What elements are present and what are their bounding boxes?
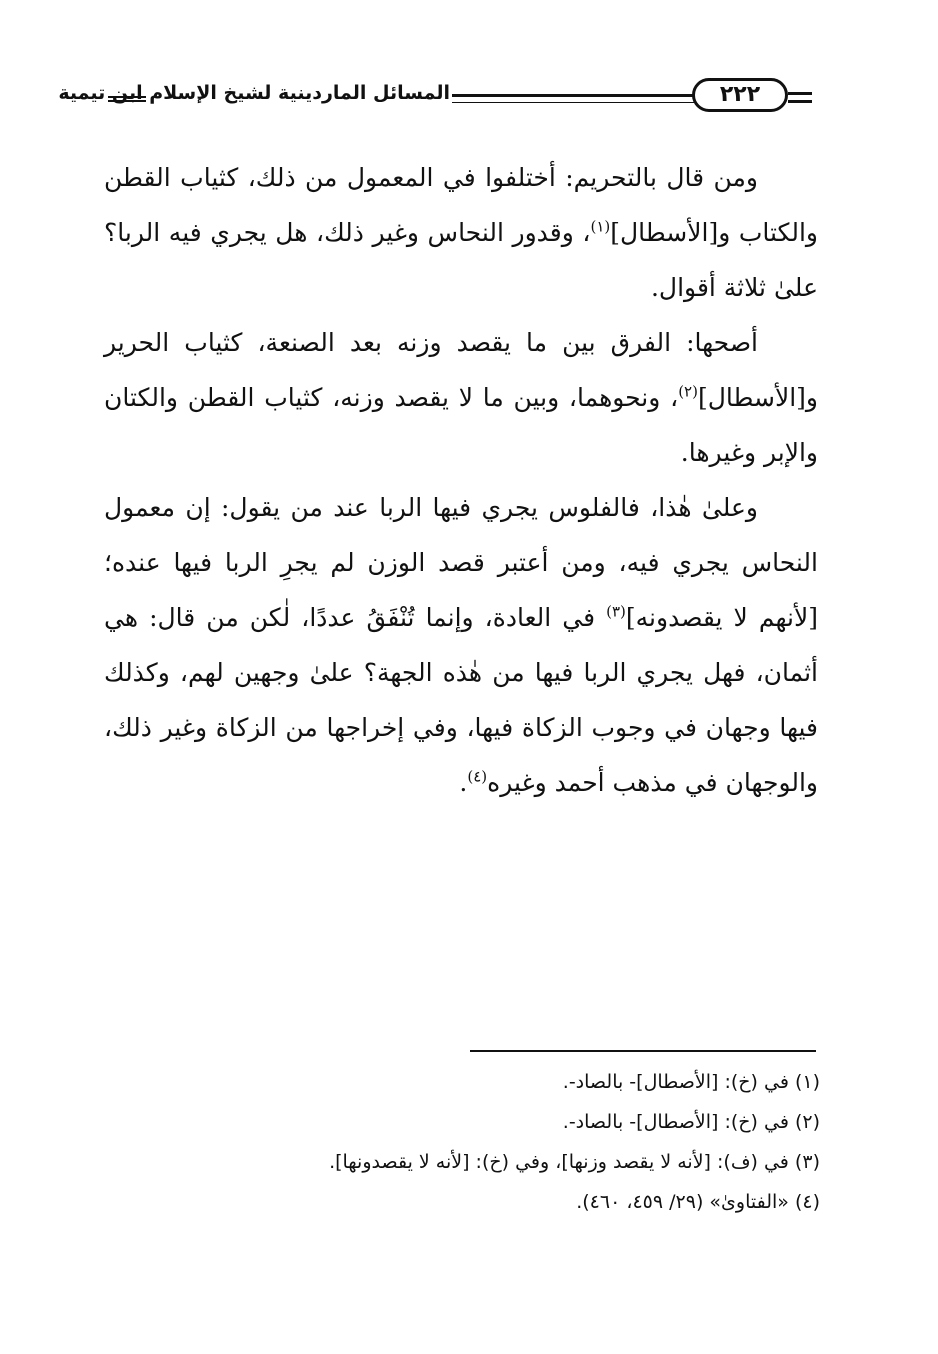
header-rule [452, 94, 694, 103]
text-segment: . [459, 768, 468, 797]
text-segment: وعلىٰ هٰذا، فالفلوس يجري فيها الربا عند من يقول: إن معمول النحاس يجري فيه، ومن أعتبر قصد الوزن لم يجرِ الربا فيها عنده؛ [لأنهم لا يقصدونه] [104, 493, 818, 632]
footnote-ref-2[interactable]: (٢) [678, 382, 698, 401]
footnote-separator [470, 1050, 816, 1052]
text-segment: في العادة، وإنما تُنْفَقُ عددًا، لٰكن من قال: هي أثمان، فهل يجري الربا فيها من هٰذه الجهة؟ علىٰ وجهين لهم، وكذلك فيها وجهان في وجوب الزكاة فيها، وفي إخراجها من الزكاة وغير ذلك، والوجهان في مذهب أحمد وغيره [104, 603, 818, 797]
page-header [58, 72, 816, 122]
paragraph-1 [104, 150, 818, 315]
header-rule-right [788, 92, 812, 103]
running-title: المسائل الماردينية لشيخ الإسلام ابن تيمية [58, 82, 450, 104]
footnote-ref-4[interactable]: (٤) [467, 767, 488, 786]
footnote-ref-3[interactable]: (٣) [606, 602, 626, 621]
text-segment: أصحها: الفرق بين ما يقصد وزنه بعد الصنعة، كثياب الحرير و[الأسطال] [104, 328, 818, 412]
paragraph-3 [104, 480, 818, 810]
footnote-ref-1[interactable]: (١) [590, 217, 611, 236]
footnote-3: (٣) في (ف): [لأنه لا يقصد وزنها]، وفي (خ): [لأنه لا يقصدونها]. [329, 1151, 820, 1173]
main-text [104, 150, 818, 810]
paragraph-2 [104, 315, 818, 480]
footnote-2: (٢) في (خ): [الأصطال]- بالصاد-. [562, 1111, 820, 1133]
text-segment: ، وقدور النحاس وغير ذلك، هل يجري فيه الربا؟ علىٰ ثلاثة أقوال. [104, 218, 818, 302]
text-segment: ، ونحوهما، وبين ما لا يقصد وزنه، كثياب القطن والكتان والإبر وغيرها. [104, 383, 818, 467]
footnote-1: (١) في (خ): [الأصطال]- بالصاد-. [562, 1071, 820, 1093]
footnote-4: (٤) «الفتاوىٰ» (٢٩/ ٤٥٩، ٤٦٠). [576, 1191, 820, 1213]
text-segment: ومن قال بالتحريم: أختلفوا في المعمول من ذلك، كثياب القطن والكتاب و[الأسطال] [104, 163, 818, 247]
page-number: ٢٢٢ [692, 78, 788, 112]
footnotes [140, 1062, 820, 1222]
